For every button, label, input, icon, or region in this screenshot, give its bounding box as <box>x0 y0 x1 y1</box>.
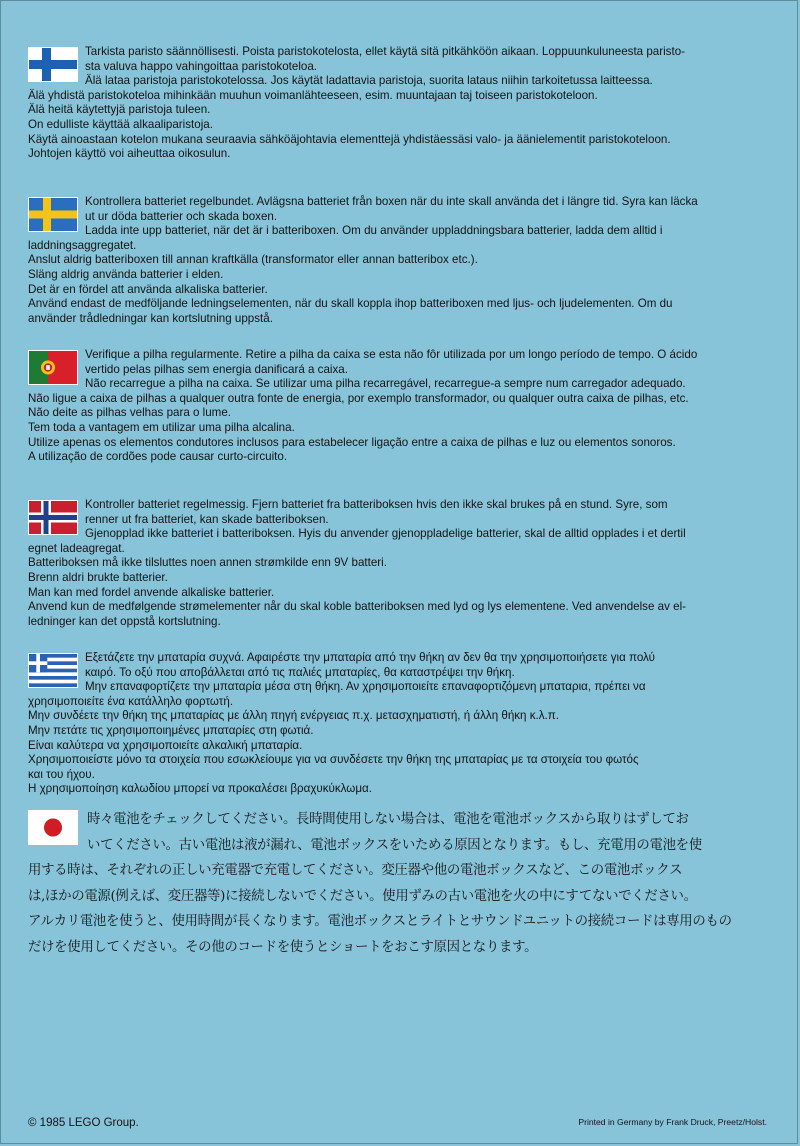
text-line: いてください。古い電池は液が漏れ、電池ボックスをいためる原因となります。もし、充電用の電池を使 <box>87 837 702 853</box>
text-line: καιρό. Το οξύ που αποβάλλεται από τις παλιές μπαταρίες, θα καταστρέψει την θήκη. <box>85 665 515 679</box>
text-line: 時々電池をチェックしてください。長時間使用しない場合は、電池を電池ボックスから取りはずしてお <box>87 812 689 827</box>
text-line: Johtojen käyttö voi aiheuttaa oikosulun. <box>28 147 231 161</box>
text-line: ut ur döda batterier och skada boxen. <box>85 209 278 223</box>
finland-flag-icon <box>28 47 78 82</box>
text-line: は,ほかの電源(例えば、変圧器等)に接続しないでください。使用ずみの古い電池を火の中にすてないでください。 <box>28 888 697 904</box>
text-line: använder trådledningar kan kortslutning uppstå. <box>28 311 273 325</box>
text-line: Não deite as pilhas velhas para o lume. <box>28 406 232 420</box>
section-greek <box>28 651 773 797</box>
portugal-flag-icon <box>28 350 78 385</box>
text-line: Älä heitä käytettyjä paristoja tuleen. <box>28 103 211 117</box>
text-line: On edulliste käyttää alkaaliparistoja. <box>28 117 213 131</box>
greece-flag-icon <box>28 653 78 688</box>
text-line: vertido pelas pilhas sem energia danificará a caixa. <box>85 362 348 376</box>
text-line: Não ligue a caixa de pilhas a qualquer outra fonte de energia, por exemplo transformador, ou qualquer outra caixa de pilhas, etc. <box>28 391 689 405</box>
greek-text <box>28 651 773 797</box>
text-line: Brenn aldri brukte batterier. <box>28 570 168 584</box>
text-line: アルカリ電池を使うと、使用時間が長くなります。電池ボックスとライトとサウンドユニットの接続コードは専用のもの <box>28 914 732 930</box>
text-line: Ladda inte upp batteriet, när det är i batteriboxen. Om du använder uppladdningsbara batterier, ladda dem alltid i <box>85 224 663 238</box>
text-line: χρησιμοποιείτε ένα κατάλληλο φορτωτή. <box>28 694 234 708</box>
text-line: sta valuva happo vahingoittaa paristokoteloa. <box>85 59 318 73</box>
swedish-text <box>28 195 773 326</box>
printer-credit: Printed in Germany by Frank Druck, Preetz/Holst. <box>578 1117 767 1127</box>
text-line: Anvend kun de medfølgende strømelementer når du skal koble batteriboksen med lyd og lys elementene. Ved anvendelse av el- <box>28 600 687 614</box>
text-line: Använd endast de medföljande ledningselementen, när du skall koppla ihop batteriboxen med ljus- och ljudelementen. Om du <box>28 297 673 311</box>
text-line: Batteriboksen må ikke tilsluttes noen annen strømkilde enn 9V batteri. <box>28 556 387 570</box>
text-line: だけを使用してください。その他のコードを使うとショートをおこす原因となります。 <box>28 939 538 955</box>
text-line: Tarkista paristo säännöllisesti. Poista paristokotelosta, ellet käytä sitä pitkähköön aikaan. Loppuunkuluneesta paristo- <box>85 45 685 58</box>
copyright-text: © 1985 LEGO Group. <box>28 1117 139 1129</box>
section-finnish <box>28 45 773 162</box>
text-line: Verifique a pilha regularmente. Retire a pilha da caixa se esta não fôr utilizada por um longo período de tempo. O ácido <box>85 348 698 361</box>
text-line: Μην συνδέετε την θήκη της μπαταρίας με άλλη πηγή ενέργειας π.χ. μετασχηματιστή, ή άλλη θήκη κ.λ.π. <box>28 709 559 723</box>
text-line: Η χρησιμοποίηση καλωδίου μπορεί να προκαλέσει βραχυκύκλωμα. <box>28 782 372 796</box>
japan-flag-icon <box>28 810 78 845</box>
text-line: Εξετάζετε την μπαταρία συχνά. Αφαιρέστε την μπαταρία από την θήκη αν δεν θα την χρησιμοποιήσετε για πολύ <box>85 651 655 664</box>
section-portuguese <box>28 348 773 465</box>
text-line: 用する時は、それぞれの正しい充電器で充電してください。変圧器や他の電池ボックスなど、この電池ボックス <box>28 863 683 879</box>
text-line: Älä lataa paristoja paristokotelossa. Jos käytät ladattavia paristoja, suorita lataus niihin tarkoitetussa laitteessa. <box>85 74 653 88</box>
text-line: και του ήχου. <box>28 767 95 781</box>
text-line: Älä yhdistä paristokoteloa mihinkään muuhun voimanlähteeseen, esim. muuntajaan taj toiseen paristokoteloon. <box>28 88 598 102</box>
text-line: Não recarregue a pilha na caixa. Se utilizar uma pilha recarregável, recarregue-a sempre num carregador adequado. <box>85 377 686 391</box>
text-line: Kontroller batteriet regelmessig. Fjern batteriet fra batteriboksen hvis den ikke skal brukes på en stund. Syre, som <box>85 498 668 511</box>
text-line: Είναι καλύτερα να χρησιμοποιείτε αλκαλική μπαταρία. <box>28 738 303 752</box>
text-line: Tem toda a vantagem em utilizar uma pilha alcalina. <box>28 420 295 434</box>
section-norwegian <box>28 498 773 629</box>
text-line: renner ut fra batteriet, kan skade batteriboksen. <box>85 512 329 526</box>
norway-flag-icon <box>28 500 78 535</box>
text-line: Käytä ainoastaan kotelon mukana seuraavia sähköäjohtavia elementtejä yhdistäessäsi valo- ja äänielementit paristokoteloon. <box>28 132 671 146</box>
text-line: Man kan med fordel anvende alkaliske batterier. <box>28 585 275 599</box>
section-swedish <box>28 195 773 326</box>
text-line: Μην επαναφορτίζετε την μπαταρία μέσα στη θήκη. Αν χρησιμοποιείτε επαναφορτιζόμενη μπαταρια, πρέπει να <box>85 680 646 694</box>
text-line: Kontrollera batteriet regelbundet. Avlägsna batteriet från boxen när du inte skall använda det i längre tid. Syra kan läcka <box>85 195 698 208</box>
text-line: Μην πετάτε τις χρησιμοποιημένες μπαταρίες στη φωτιά. <box>28 723 314 737</box>
text-line: Anslut aldrig batteriboxen till annan kraftkälla (transformator eller annan batteribox etc.). <box>28 253 478 267</box>
text-line: Det är en fördel att använda alkaliska batterier. <box>28 282 268 296</box>
text-line: Gjenopplad ikke batteriet i batteriboksen. Hyis du anvender gjenoppladelige batterier, skal de alltid opplades i et dertil <box>85 527 686 541</box>
section-japanese <box>28 807 773 961</box>
text-line: A utilização de cordões pode causar curto-circuito. <box>28 450 288 464</box>
text-line: Utilize apenas os elementos condutores inclusos para estabelecer ligação entre a caixa de pilhas e luz ou elementos sonoros. <box>28 435 676 449</box>
sweden-flag-icon <box>28 197 78 232</box>
finnish-text <box>28 45 773 162</box>
text-line: egnet ladeagregat. <box>28 541 125 555</box>
text-line: Släng aldrig använda batterier i elden. <box>28 267 224 281</box>
text-line: ledninger kan det oppstå kortslutning. <box>28 614 221 628</box>
text-line: laddningsaggregatet. <box>28 238 137 252</box>
portuguese-text <box>28 348 773 465</box>
japanese-text <box>28 807 773 961</box>
text-line: Χρησιμοποιείστε μόνο τα στοιχεία που εσωκλείουμε για να συνδέσετε την θήκη της μπαταρίας με τα στοιχεία του φωτός <box>28 753 639 767</box>
norwegian-text <box>28 498 773 629</box>
